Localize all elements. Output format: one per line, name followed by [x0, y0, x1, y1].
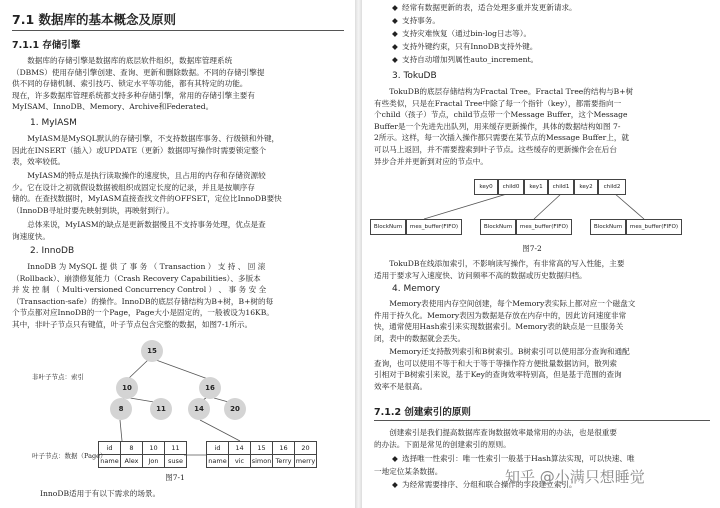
subsection-title: 7.1.1 存储引擎	[12, 40, 81, 51]
bullet-item: ◆ 经常有数据更新的表，适合处理多重并发更新请求。	[392, 3, 577, 12]
leaf-cell: suse	[165, 455, 187, 468]
tree-node: 8	[110, 398, 132, 420]
bullet-item: ◆ 支持事务。	[392, 16, 440, 25]
watermark-text: 知乎 @小满只想睡觉	[505, 468, 645, 486]
memory-paragraph-2	[374, 346, 710, 392]
text-line: InnoDB 为 MySQL 提 供 了 事 务 （ Transaction ） 支 持 、 回 滚	[27, 262, 266, 271]
left-page	[0, 0, 355, 508]
text-line: Buffer是一个先进先出队列，用来缓存更新操作，具体的数据结构如图 7-	[374, 121, 621, 131]
after-figure-text: InnoDB适用于有以下需求的场景。	[40, 489, 161, 498]
fractal-blocknum-cell: BlockNum	[480, 219, 516, 235]
myisam-heading: 1. MyIASM	[30, 118, 77, 128]
text-line: 创建索引是我们提高数据库查询数据效率最常用的办法，也是很重要	[389, 428, 617, 437]
fractal-key-cell: key1	[524, 179, 548, 195]
text-line: 总体来说，MyIASM的缺点是更新数据慢且不支持事务处理，优点是查	[27, 220, 266, 229]
subsection-title-2: 7.1.2 创建索引的原则	[374, 407, 471, 418]
right-page	[362, 0, 720, 508]
tree-node: 16	[199, 377, 221, 399]
fractal-buffer-cell: mes_buffer(FIFO)	[516, 219, 572, 235]
text-line: 快，通常使用Hash索引来实现数据索引。Memory表的缺点是一旦服务关	[374, 322, 624, 332]
figure-caption: 图7-1	[165, 473, 185, 482]
text-line: TokuDB在线添加索引，不影响读写操作，有非常高的写入性能，主要	[389, 259, 625, 268]
text-line: Memory还支持散列索引和B树索引。B树索引可以使用部分查询和通配	[389, 347, 630, 356]
fractal-child-cell: child1	[548, 179, 574, 195]
leaf-cell: id	[99, 442, 121, 455]
leaf-cell: 14	[229, 442, 251, 455]
text-line: 并 发 控 制 （ Multi-versioned Concurrency Control ） 、 事 务 安 全	[12, 285, 267, 295]
text-line: TokuDB的底层存储结构为Fractal Tree。Fractal Tree的结构与B+树	[389, 87, 634, 96]
innodb-heading: 2. InnoDB	[30, 246, 75, 256]
leaf-cell: vic	[229, 455, 251, 468]
text-line: 闭，表中的数据就会丢失。	[374, 333, 466, 343]
bplus-tree-edges	[0, 0, 355, 508]
subsection-rule	[374, 420, 710, 421]
leaf-cell: Terry	[273, 455, 295, 468]
text-line: 其中，非叶子节点只有键值，叶子节点包含完整的数据，如图7-1所示。	[12, 319, 253, 329]
bullet-icon: ◆	[392, 454, 398, 463]
fractal-buffer-cell: mes_buffer(FIFO)	[626, 219, 682, 235]
leaf-cell: id	[207, 442, 229, 455]
section-title: 7.1 数据库的基本概念及原则	[12, 12, 176, 27]
text-line: 的办法。下面是常见的创建索引的原则。	[374, 439, 511, 449]
text-line: 引相对于B树索引来说，基于Key的查询效率特别高，但是基于范围的查询	[374, 370, 622, 380]
text-line: MyISAM、InnoDB、Memory、Archive和Federated。	[12, 102, 214, 112]
memory-paragraph-1	[374, 298, 710, 344]
leaf-page-left	[98, 441, 187, 468]
text-line: 储的。在查找数据时，MyIASM直接查找文件的OFFSET，定位比InnoDB要快	[12, 194, 282, 204]
leaf-cell: simon	[251, 455, 273, 468]
text-line: Memory表使用内存空间创建，每个Memory表实际上都对应一个磁盘文	[389, 299, 636, 308]
bullet-item: ◆ 支持灾难恢复（通过bin-log日志等）。	[392, 29, 532, 38]
text-line: （Rollback）、崩溃修复能力（Crash Recovery Capabilities）、多版本	[12, 273, 261, 283]
bullet-item: ◆ 选择唯一性索引：唯一性索引一般基于Hash算法实现，可以快速、唯	[392, 454, 635, 463]
tokudb-heading: 3. TokuDB	[392, 71, 437, 81]
text-line: （InnoDB寻址时要先映射到块，再映射到行）。	[12, 205, 174, 215]
fractal-key-cell: key2	[574, 179, 598, 195]
text-line: 适用于要求写入速度快、访问频率不高的数据或历史数据归档。	[374, 270, 587, 280]
bullet-icon: ◆	[392, 29, 398, 38]
fractal-key-cell: key0	[474, 179, 498, 195]
bullet-icon: ◆	[392, 16, 398, 25]
text-line: 询速度快。	[12, 231, 50, 241]
leaf-cell: 20	[295, 442, 317, 455]
text-line: （Transaction-safe）的操作。InnoDB的底层存储结构为B+树，B+树的每	[12, 296, 274, 306]
figure-caption: 图7-2	[522, 244, 542, 253]
index-principles-paragraph	[374, 427, 710, 450]
text-line: 查询，也可以使用不等于和大于等于等操作符方便批量数据访问，散列索	[374, 358, 617, 368]
memory-heading: 4. Memory	[392, 284, 441, 294]
leaf-cell: 15	[251, 442, 273, 455]
leaf-cell: name	[207, 455, 229, 468]
leaf-cell: 16	[273, 442, 295, 455]
text-line: 供不同的存储机制、索引技巧、锁定水平等功能，都有其特定的功能。	[12, 79, 248, 89]
text-line: 异步合并并更新到对应的节点中。	[374, 156, 488, 166]
leaf-cell: Alex	[121, 455, 143, 468]
bullet-continuation: 一地定位某条数据。	[374, 467, 443, 476]
fractal-child-cell: child0	[498, 179, 524, 195]
text-line: 因此在INSERT（插入）或UPDATE（更新）数据即写操作时需要锁定整个	[12, 145, 267, 155]
fractal-buffer-cell: mes_buffer(FIFO)	[406, 219, 462, 235]
text-line: 效率不是很高。	[374, 381, 428, 391]
text-line: MyIASM是MySQL默认的存储引擎，不支持数据库事务、行级锁和外键，	[27, 134, 280, 143]
tree-node: 10	[116, 377, 138, 399]
leaf-cell: Jon	[143, 455, 165, 468]
text-line: 件用于持久化。Memory表因为数据是存放在内存中的，因此访问速度非常	[374, 310, 627, 320]
leaf-page-right	[206, 441, 317, 468]
text-line: 表，效率较低。	[12, 157, 66, 167]
text-line: 可以马上返回，并不需要搜索到叶子节点。这些缓存的更新操作会在后台	[374, 144, 617, 154]
leaf-cell: merry	[295, 455, 317, 468]
tree-node: 20	[224, 398, 246, 420]
tokudb-paragraph-2	[374, 258, 710, 281]
text-line: 少。它在设计之初就假设数据被组织成固定长度的记录，并且是按顺序存	[12, 182, 255, 192]
text-line: 数据库的存储引擎是数据库的底层软件组织，数据库管理系统	[27, 56, 233, 65]
fractal-child-cell: child2	[598, 179, 626, 195]
bullet-icon: ◆	[392, 55, 398, 64]
leaf-label: 叶子节点：数据（Page）	[32, 452, 107, 460]
bullet-item: ◆ 为经常需要排序、分组和联合操作的字段建立索引。	[392, 480, 577, 489]
leaf-cell: 11	[165, 442, 187, 455]
text-line: （DBMS）使用存储引擎创建、查询、更新和删除数据。不同的存储引擎提	[12, 67, 265, 77]
leaf-cell: 10	[143, 442, 165, 455]
bullet-icon: ◆	[392, 3, 398, 12]
nonleaf-label: 非叶子节点：索引	[32, 373, 84, 381]
bullet-icon: ◆	[392, 480, 398, 489]
fractal-blocknum-cell: BlockNum	[370, 219, 406, 235]
tree-node-root: 15	[141, 340, 163, 362]
fractal-blocknum-cell: BlockNum	[590, 219, 626, 235]
text-line: 有些类似，只是在Fractal Tree中除了每一个指针（key），都需要指向一	[374, 98, 622, 108]
text-line: 2所示。这样，每一次插入操作都只需要在某节点的Message Buffer上，就	[374, 133, 630, 143]
text-line: 现在，许多数据库管理系统都支持多种存储引擎，常用的存储引擎主要有	[12, 90, 255, 100]
leaf-cell: name	[99, 455, 121, 468]
bullet-icon: ◆	[392, 42, 398, 51]
leaf-cell: 8	[121, 442, 143, 455]
text-line: 个child（孩子）节点，child节点带一个Message Buffer，这个Message	[374, 110, 628, 120]
book-gutter	[355, 0, 362, 508]
bullet-item: ◆ 支持自动增加列属性auto_increment。	[392, 55, 539, 64]
bullet-item: ◆ 支持外键约束，只有InnoDB支持外键。	[392, 42, 538, 51]
tree-node: 14	[188, 398, 210, 420]
tree-node: 11	[150, 398, 172, 420]
text-line: MyIASM的特点是执行读取操作的速度快，且占用的内存和存储资源较	[27, 171, 266, 180]
text-line: 个节点都对应InnoDB的一个Page，Page大小是固定的，一般被设为16KB。	[12, 308, 274, 318]
